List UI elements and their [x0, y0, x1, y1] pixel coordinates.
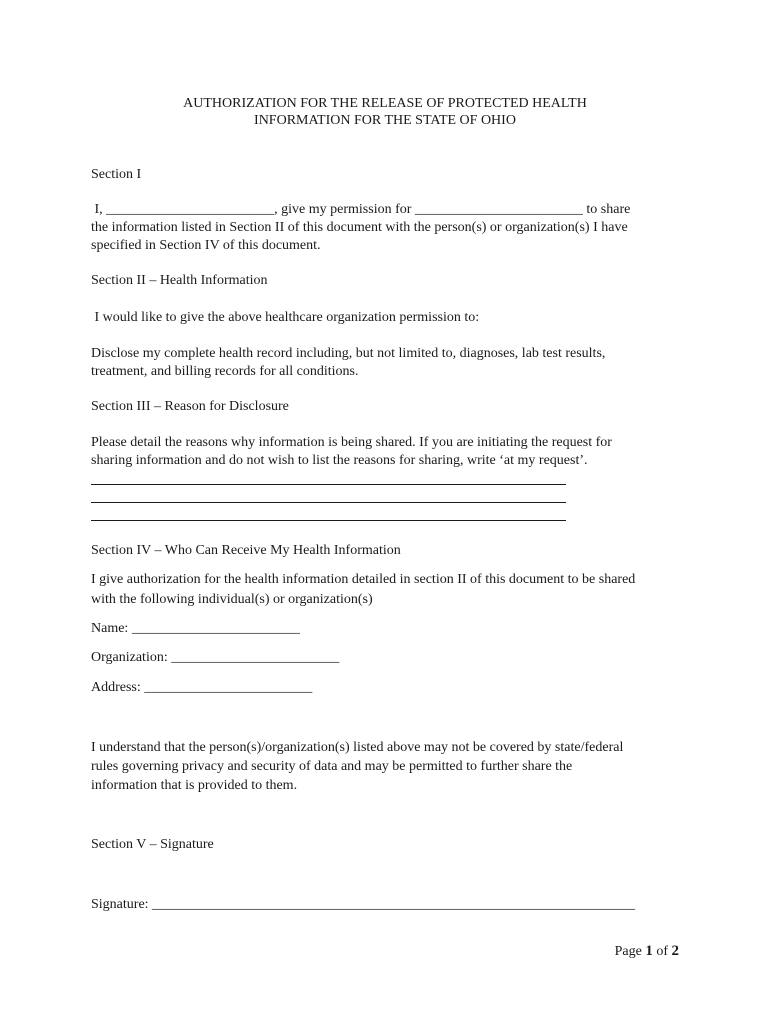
- section-2-line-1: Disclose my complete health record including, but not limited to, diagnoses, lab test results,: [91, 346, 606, 361]
- title-line-2: INFORMATION FOR THE STATE OF OHIO: [254, 113, 516, 128]
- section-1-heading: Section I: [91, 167, 142, 182]
- address-field[interactable]: Address: ________________________: [91, 680, 313, 695]
- section-1-line-1: I, ________________________, give my permission for ________________________ to share: [91, 202, 631, 217]
- section-4-line-2: with the following individual(s) or organization(s): [91, 592, 373, 607]
- signature-field[interactable]: [91, 896, 635, 913]
- page-word: Page: [614, 944, 646, 959]
- section-5-heading: Section V – Signature: [91, 837, 214, 852]
- section-3-line-1: Please detail the reasons why information is being shared. If you are initiating the request for: [91, 435, 612, 450]
- page-number: [615, 943, 679, 960]
- signature-label: Signature:: [91, 897, 153, 912]
- understand-line-3: information that is provided to them.: [91, 778, 298, 793]
- section-2-line-2: treatment, and billing records for all conditions.: [91, 364, 359, 379]
- section-3-heading: Section III – Reason for Disclosure: [91, 399, 289, 414]
- signature-line[interactable]: _____________________________________________________________________: [152, 897, 636, 912]
- section-3-line-2: sharing information and do not wish to list the reasons for sharing, write ‘at my request’.: [91, 453, 588, 468]
- name-field[interactable]: Name: ________________________: [91, 621, 300, 636]
- document-title: [0, 95, 770, 129]
- section-2-intro: I would like to give the above healthcare organization permission to:: [91, 310, 480, 325]
- section-4-line-1: I give authorization for the health information detailed in section II of this document to be shared: [91, 572, 636, 587]
- page-current: 1: [645, 943, 653, 959]
- understand-line-1: I understand that the person(s)/organization(s) listed above may not be covered by state/federal: [91, 740, 624, 755]
- reason-blank-line-1[interactable]: [91, 484, 566, 485]
- reason-blank-line-3[interactable]: [91, 520, 566, 521]
- section-1-line-2: the information listed in Section II of this document with the person(s) or organization(s) I have: [91, 220, 628, 235]
- page-total: 2: [671, 943, 679, 959]
- title-line-1: AUTHORIZATION FOR THE RELEASE OF PROTECTED HEALTH: [183, 96, 587, 111]
- of-word: of: [652, 944, 672, 959]
- understand-line-2: rules governing privacy and security of data and may be permitted to further share the: [91, 759, 573, 774]
- organization-field[interactable]: Organization: ________________________: [91, 650, 340, 665]
- section-1-line-3: specified in Section IV of this document.: [91, 238, 321, 253]
- section-2-heading: Section II – Health Information: [91, 273, 268, 288]
- reason-blank-line-2[interactable]: [91, 502, 566, 503]
- section-4-heading: Section IV – Who Can Receive My Health Information: [91, 543, 401, 558]
